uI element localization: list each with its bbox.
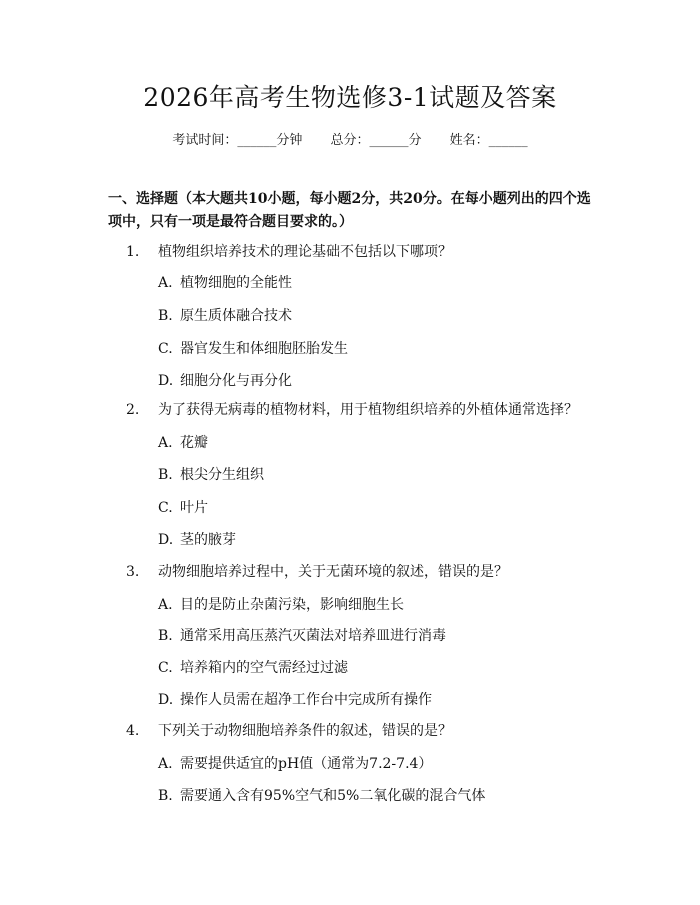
question-1-option-b: [158, 305, 618, 327]
option-letter: A.: [158, 756, 173, 772]
question-text: 植物组织培养技术的理论基础不包括以下哪项？: [158, 244, 452, 260]
option-letter: B.: [158, 788, 173, 804]
option-letter: A.: [158, 435, 173, 451]
option-letter: B.: [158, 467, 173, 483]
option-text: 根尖分生组织: [180, 467, 264, 483]
option-text: 目的是防止杂菌污染，影响细胞生长: [180, 597, 404, 613]
option-text: 通常采用高压蒸汽灭菌法对培养皿进行消毒: [180, 628, 446, 644]
total-score: 总分：______分: [330, 133, 422, 148]
question-4-option-a: [158, 753, 618, 775]
question-1: [126, 241, 626, 263]
question-text: 为了获得无病毒的植物材料，用于植物组织培养的外植体通常选择？: [158, 402, 578, 418]
question-text: 动物细胞培养过程中，关于无菌环境的叙述，错误的是？: [158, 564, 508, 580]
question-number: 3.: [126, 564, 140, 580]
option-letter: D.: [158, 373, 174, 389]
question-number: 2.: [126, 402, 140, 418]
question-1-option-c: [158, 338, 618, 360]
section-heading: 一、选择题（本大题共10小题，每小题2分，共20分。在每小题列出的四个选项中，只有一项是最符合题目要求的。）: [108, 191, 591, 230]
exam-time: 考试时间：______分钟: [172, 133, 303, 148]
question-4: [126, 720, 626, 742]
option-letter: D.: [158, 692, 174, 708]
question-2-option-a: [158, 432, 618, 454]
option-text: 植物细胞的全能性: [180, 275, 292, 291]
question-3: [126, 561, 626, 583]
question-3-option-d: [158, 689, 618, 711]
question-3-option-a: [158, 594, 618, 616]
question-1-option-a: [158, 272, 618, 294]
option-text: 需要通入含有95%空气和5%二氧化碳的混合气体: [180, 788, 486, 804]
option-text: 器官发生和体细胞胚胎发生: [180, 341, 348, 357]
question-2-option-b: [158, 464, 618, 486]
option-letter: B.: [158, 628, 173, 644]
option-letter: D.: [158, 532, 174, 548]
question-number: 4.: [126, 723, 140, 739]
question-3-option-c: [158, 657, 618, 679]
option-text: 花瓣: [180, 435, 208, 451]
question-1-option-d: [158, 370, 618, 392]
option-letter: C.: [158, 341, 173, 357]
option-letter: A.: [158, 275, 173, 291]
exam-meta: [0, 130, 700, 152]
option-letter: A.: [158, 597, 173, 613]
question-2: [126, 399, 626, 421]
question-2-option-c: [158, 497, 618, 519]
question-number: 1.: [126, 244, 140, 260]
question-2-option-d: [158, 529, 618, 551]
option-text: 茎的腋芽: [180, 532, 236, 548]
option-text: 需要提供适宜的pH值（通常为7.2-7.4）: [180, 756, 433, 772]
option-letter: C.: [158, 660, 173, 676]
option-text: 操作人员需在超净工作台中完成所有操作: [180, 692, 432, 708]
document-title: 2026年高考生物选修3-1试题及答案: [143, 83, 557, 112]
question-text: 下列关于动物细胞培养条件的叙述，错误的是？: [158, 723, 452, 739]
option-text: 原生质体融合技术: [180, 308, 292, 324]
question-3-option-b: [158, 625, 618, 647]
question-4-option-b: [158, 785, 618, 807]
option-letter: B.: [158, 308, 173, 324]
option-text: 细胞分化与再分化: [180, 373, 292, 389]
option-text: 叶片: [180, 500, 208, 516]
option-letter: C.: [158, 500, 173, 516]
option-text: 培养箱内的空气需经过过滤: [180, 660, 348, 676]
student-name: 姓名：______: [449, 133, 528, 148]
